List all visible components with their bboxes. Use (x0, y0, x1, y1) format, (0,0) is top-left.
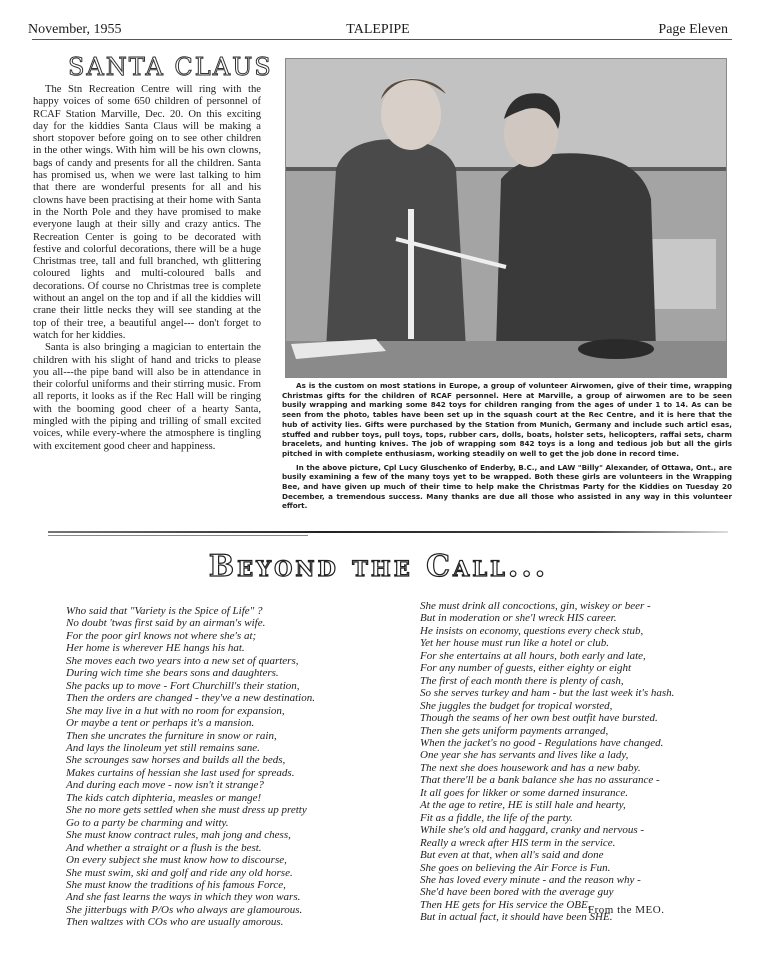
caption-paragraph: As is the custom on most stations in Europe, a group of volunteer Airwomen, give of their time, wrapping Christmas gifts for the children of RCAF personnel. Here at Marville, a group of airwomen are to be seen busily wrapping and marking some 842 toys for children ranging from the ages of under 1 to 14. As can be seen from the photo, tables have been set up in the squash court at the Rec Centre, and it is here that the hub of activity lies. Gifts were purchased by the Station from Munich, Germany and include such articl esas, stuffed and rubber toys, pull toys, tops, rubber cars, dolls, boats, holster sets, helicopters, raffai sets, charm bracelets, and hunting knives. The job of wrapping som 842 toys is a long and tedious job but all the girls pitched in with complete enthusiasm, working steadily on well to get the job done in record time. (282, 381, 732, 458)
issue-date: November, 1955 (28, 22, 122, 37)
photo-illustration (286, 59, 726, 377)
publication-name: TALEPIPE (346, 22, 410, 37)
poem-line: Then waltzes with COs who are usually amorous. (66, 916, 284, 929)
poem-line: She'd have been bored with the average guy (420, 886, 614, 899)
poem-title: Beyond the Call... (208, 549, 549, 584)
poem-line: Then the orders are changed - they've a new destination. (66, 692, 315, 705)
poem-credit: From the MEO. (588, 904, 665, 916)
poem-line: The first of each month there is plenty of cash, (420, 674, 624, 687)
poem-line: For any number of guests, either eighty or eight (420, 662, 632, 675)
poem-line: For the poor girl knows not where she's at; (66, 629, 257, 642)
airwomen-photo (285, 58, 727, 378)
poem-line: She jitterbugs with P/Os who always are glamourous. (66, 903, 303, 916)
poem-line: During wich time she bears sons and daughters. (66, 667, 279, 680)
santa-article-body (33, 84, 261, 453)
poem-line: One year she has servants and lives like a lady, (420, 749, 629, 762)
poem-line: The next she does housework and has a new baby. (420, 761, 641, 774)
poem-line: Makes curtains of hessian she last used for spreads. (66, 766, 295, 779)
poem-line: Though the seams of her own best outfit have bursted. (420, 712, 658, 725)
poem-line: Fit as a fiddle, the life of the party. (420, 811, 573, 824)
poem-line: She juggles the budget for tropical worsted, (420, 699, 613, 712)
poem-line: At the age to retire, HE is still hale and hearty, (420, 799, 626, 812)
poem-line: She may live in a hut with no room for expansion, (66, 704, 285, 717)
poem-line: The kids catch diphteria, measles or mange! (66, 791, 262, 804)
photo-toy-car (578, 339, 654, 359)
poem-line: Who said that "Variety is the Spice of Life" ? (66, 605, 263, 617)
poem-line: It all goes for likker or some darned insurance. (420, 786, 629, 799)
poem-line: She moves each two years into a new set of quarters, (66, 654, 299, 667)
poem-line: That there'll be a bank balance she has no assurance - (420, 774, 660, 787)
santa-article-title: SANTA CLAUS (68, 53, 273, 81)
poem-line: She packs up to move - Fort Churchill's their station, (66, 679, 300, 692)
poem-line: But in moderation or she'l wreck HIS career. (420, 612, 617, 625)
poem-line: Go to a party be charming and witty. (66, 816, 229, 829)
poem-line: She goes on believing the Air Force is Fun. (420, 861, 611, 874)
poem-line: Then she gets uniform payments arranged, (420, 724, 609, 737)
poem-line: She must know the traditions of his famous Force, (66, 878, 286, 891)
poem-line: And lays the linoleum yet still remains sane. (66, 741, 260, 754)
poem-line: And during each move - now isn't it strange? (66, 779, 264, 792)
poem-line: So she serves turkey and ham - but the last week it's hash. (420, 687, 675, 700)
poem-line: Yet her house must run like a hotel or club. (420, 637, 610, 650)
photo-boxes (646, 239, 716, 309)
poem-line: She no more gets settled when she must dress up pretty (66, 804, 307, 817)
poem-line: But in actual fact, it should have been SHE. (420, 911, 613, 924)
poem-line: She has loved every minute - and the reason why - (420, 873, 641, 886)
poem-line: Or maybe a tent or perhaps it's a mansion. (66, 717, 255, 730)
poem-line: When the jacket's no good - Regulations have changed. (420, 736, 664, 749)
santa-paragraph: Santa is also bringing a magician to entertain the children with his slight of hand and tricks to please you all---the pipe band will also be in attendance in their colorful uniforms and their stirring music. From all reports, it looks as if the Rec Hall will be ringing with the booming good cheer of a hearty Santa, mingled with the piping and trilling of small excited voices, while every-where the atmosphere is tingling with excitement good cheer and happiness. (33, 342, 261, 452)
poem-line: Her home is wherever HE hangs his hat. (66, 642, 245, 655)
poem-left-column (66, 605, 315, 929)
poem-line: Really a wreck after HIS term in the service. (420, 836, 616, 849)
section-divider-secondary (48, 535, 308, 536)
photo-caption (282, 381, 732, 511)
poem-right-column (420, 600, 674, 924)
poem-line: And she fast learns the ways in which they won wars. (66, 891, 301, 904)
poem-line: While she's old and haggard, cranky and nervous - (420, 824, 645, 837)
poem-line: She scrounges saw horses and builds all the beds, (66, 754, 286, 767)
poem-line: And whether a straight or a flush is the best. (66, 841, 262, 854)
poem-line: He insists on economy, questions every check stub, (420, 624, 644, 637)
caption-paragraph: In the above picture, Cpl Lucy Gluschenko of Enderby, B.C., and LAW "Billy" Alexander, of Ottawa, Ont., are busily examining a few of the many toys yet to be wrapped. Both these girls are volunteers in the Wrapping Bee, and have given up much of their time to help make the Christmas Party for the Kiddies on Tuesday 20 December, a tremendous success. Many thanks are due all those who assisted in any way in this volunteer effort. (282, 462, 732, 511)
section-divider (48, 531, 728, 533)
header-rule (32, 39, 732, 40)
poem-line: On every subject she must know how to discourse, (66, 854, 287, 867)
poem-line: She must know contract rules, mah jong and chess, (66, 829, 291, 842)
poem-line: For she entertains at all hours, both early and late, (420, 649, 646, 662)
poem-line: No doubt 'twas first said by an airman's wife. (66, 617, 266, 630)
page-number: Page Eleven (658, 22, 728, 37)
poem-line: She must swim, ski and golf and ride any old horse. (66, 866, 293, 879)
santa-paragraph: The Stn Recreation Centre will ring with the happy voices of some 650 children of personnel of RCAF Station Marville, Dec. 20. On this exciting day for the kiddies Santa Claus will be making a short stopover before going on to see other children in the other wings. With him will be his own clowns, bags of candy and presents for all the children. Santa has promised us, when we were last talking to him that there are wonderful presents for all and his clowns have been practising at their home with Santa in the North Pole and they have promised to make everyone laugh at their silly and crazy antics. The Recreation Center is going to be decorated with festive and colorful decorations, there will be a huge Christmas tree, tall and full branched, wth glittering coloured lights and multi-coloured balls and decorations. Of course no Christmas tree is complete without an angel on the top and if all the kiddies will crane their little necks they will see standing at the top of their tree, a beautiful angel--- don't forget to watch for her kiddies. (33, 84, 261, 341)
photo-woman-left-uniform (326, 139, 466, 349)
photo-woman-right-jacket (496, 153, 656, 349)
poem-line: But even at that, when all's said and done (420, 849, 604, 862)
poem-line: Then she uncrates the furniture in snow or rain, (66, 729, 277, 742)
poem-line: She must drink all concoctions, gin, wiskey or beer - (420, 600, 651, 612)
page-header (28, 18, 728, 40)
poem-line: Then HE gets for His service the OBE, (420, 898, 591, 911)
